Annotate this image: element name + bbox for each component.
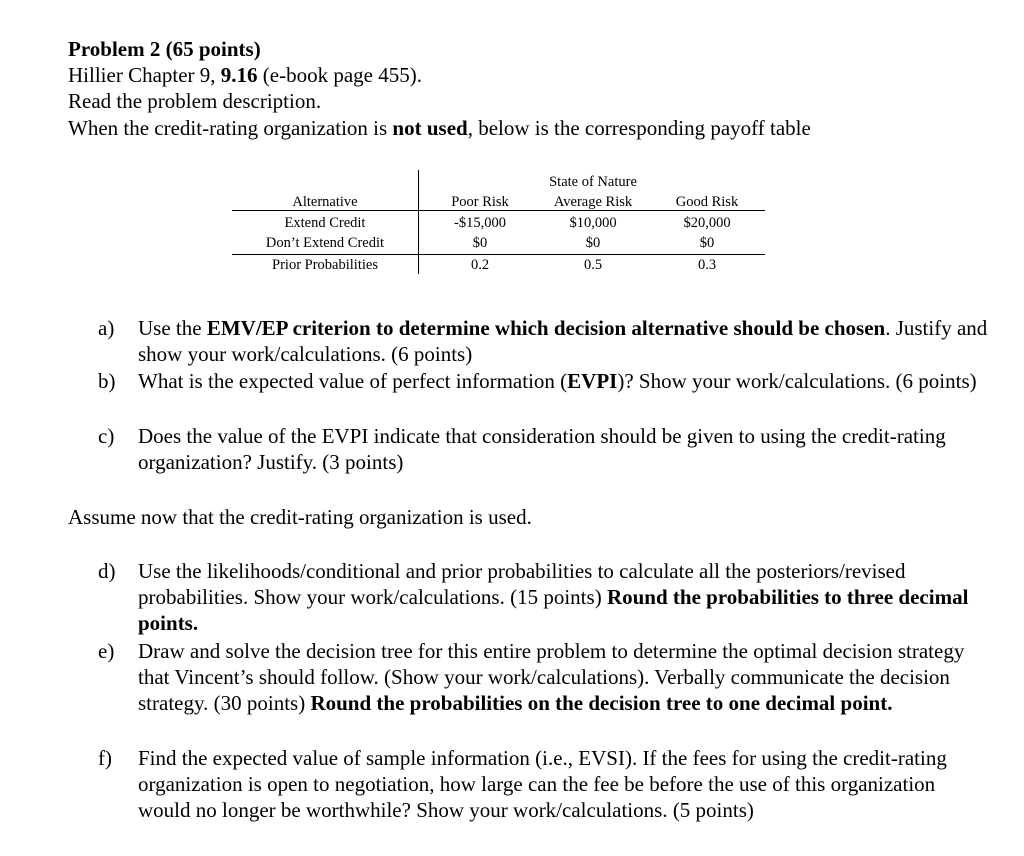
table-cell: Don’t Extend Credit: [265, 235, 385, 251]
column-header: Good Risk: [675, 194, 739, 210]
header-rule: [232, 210, 765, 211]
table-cell: $0: [585, 235, 601, 251]
question-label: f): [98, 746, 112, 770]
chapter-reference: Hillier Chapter 9, 9.16 (e-book page 455).: [68, 63, 422, 87]
question-label: a): [98, 316, 115, 340]
table-cell: $0: [699, 235, 715, 251]
column-header: Poor Risk: [451, 194, 509, 210]
table-cell: 0.3: [697, 257, 717, 273]
question-text: What is the expected value of perfect information (EVPI)? Show your work/calculations. (6 points): [138, 369, 977, 393]
question-d: [98, 558, 988, 636]
payoff-table: [232, 170, 765, 276]
footer-rule: [232, 254, 765, 255]
table-cell: -$15,000: [454, 215, 506, 231]
state-of-nature-header: State of Nature: [549, 174, 637, 190]
question-e: [98, 638, 988, 716]
question-label: b): [98, 369, 116, 393]
question-c: [98, 423, 988, 475]
table-intro: When the credit-rating organization is not used, below is the corresponding payoff table: [68, 116, 811, 140]
table-cell: $10,000: [569, 215, 617, 231]
read-instruction: Read the problem description.: [68, 89, 322, 113]
question-text: Does the value of the EVPI indicate that consideration should be given to using the credit-rating organization? Justify. (3 points): [138, 424, 946, 474]
table-cell: Prior Probabilities: [272, 257, 378, 273]
assumption-statement: Assume now that the credit-rating organization is used.: [68, 505, 532, 529]
question-label: e): [98, 639, 115, 663]
question-b: [98, 368, 988, 394]
question-text: Use the likelihoods/conditional and prior probabilities to calculate all the posteriors/revised probabilities. Show your work/calculations. (15 points) Round the probabilities to three decimal points.: [138, 559, 969, 635]
question-label: d): [98, 559, 116, 583]
question-text: Find the expected value of sample information (i.e., EVSI). If the fees for using the credit-rating organization is open to negotiation, how large can the fee be before the use of this organization would no longer be worthwhile? Show your work/calculations. (5 points): [138, 746, 947, 822]
question-a: [98, 315, 988, 367]
table-divider: [418, 170, 419, 274]
question-label: c): [98, 424, 115, 448]
column-header: Average Risk: [553, 194, 633, 210]
table-cell: Extend Credit: [284, 215, 366, 231]
table-cell: $0: [472, 235, 488, 251]
question-text: Draw and solve the decision tree for this entire problem to determine the optimal decision strategy that Vincent’s should follow. (Show your work/calculations). Verbally communicate the decision strategy. (30 points) Round the probabilities on the decision tree to one decimal point.: [138, 639, 965, 715]
table-cell: 0.5: [583, 257, 603, 273]
question-f: [98, 745, 988, 823]
table-cell: 0.2: [470, 257, 490, 273]
question-text: Use the EMV/EP criterion to determine which decision alternative should be chosen. Justify and show your work/calculations. (6 points): [138, 316, 988, 366]
problem-title: Problem 2 (65 points): [68, 37, 261, 61]
table-cell: $20,000: [683, 215, 731, 231]
column-header: Alternative: [292, 194, 358, 210]
